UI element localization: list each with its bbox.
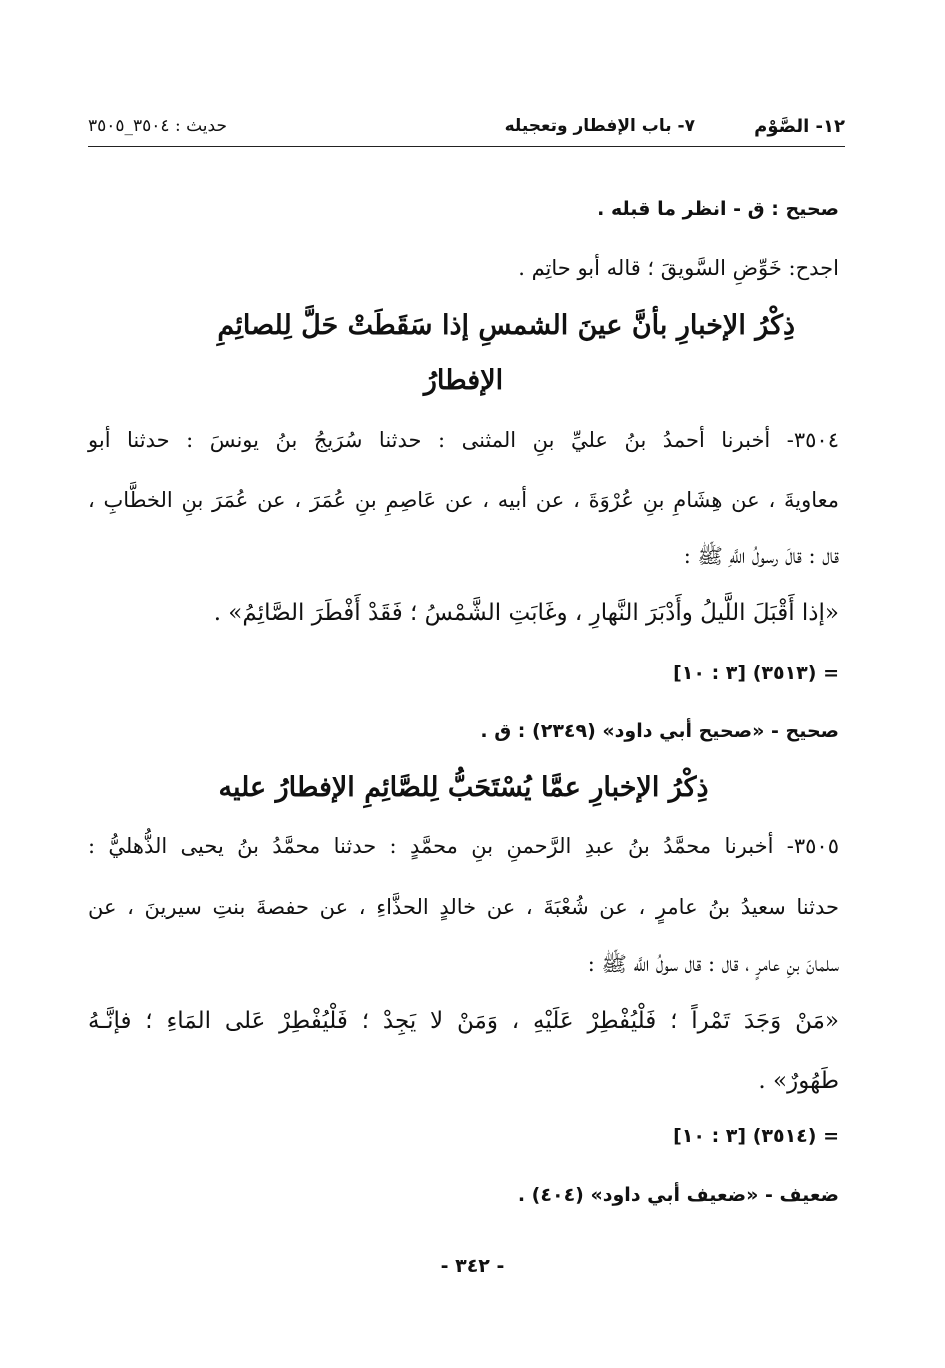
hadith-3504-grade: صحيح - «صحيح أبي داود» (٢٣٤٩) : ق . — [480, 720, 839, 742]
hadith-3505-matn-line-1: «مَنْ وَجَدَ تَمْراً ؛ فَلْيُفْطِرْ عَلَيْهِ ، وَمَنْ لا يَجِدْ ؛ فَلْيُفْطِرْ عَلى المَاءِ ؛ فإنَّـهُ — [88, 1008, 839, 1034]
hadith-3504-isnad-line-3: قال : قالَ رسولُ اللَّهِ ﷺ : — [683, 544, 839, 568]
grade-previous: صحيح : ق - انظر ما قبله . — [597, 198, 839, 220]
chapter-heading-2: ذِكْرُ الإخبارِ عمَّا يُسْتَحَبُّ لِلصَّائِمِ الإفطارُ عليه — [218, 772, 709, 803]
hadith-3504-reference: = (٣٥١٣) [٣ : ١٠] — [673, 662, 839, 684]
hadith-3505-isnad-line-2: حدثنا سعيدُ بنُ عامرٍ ، عن شُعْبَةَ ، عن خالدٍ الحذَّاءِ ، عن حفصةَ بنتِ سيرينَ ، عن — [88, 895, 839, 919]
running-header — [88, 114, 845, 147]
hadith-3504-isnad-line-2: معاويةَ ، عن هِشَامِ بنِ عُرْوَةَ ، عن أبيه ، عن عَاصِمِ بنِ عُمَرَ ، عن عُمَرَ بنِ الخطَّابِ ، — [88, 488, 839, 512]
chapter-heading-1-line-2: الإفطارُ — [423, 365, 504, 396]
section-title: ٧- باب الإفطار وتعجيله — [504, 116, 695, 136]
hadith-range: حديث : ٣٥٠٤_٣٥٠٥ — [88, 116, 227, 136]
hadith-3505-isnad-line-3: سلمانَ بنِ عامرٍ ، قال : قال سولُ اللَّه ﷺ : — [587, 952, 839, 976]
chapter-title: ١٢- الصَّوْم — [754, 116, 845, 137]
hadith-3505-grade: ضعيف - «ضعيف أبي داود» (٤٠٤) . — [517, 1184, 839, 1206]
hadith-3504-isnad-line-1: ٣٥٠٤- أخبرنا أحمدُ بنُ عليِّ بنِ المثنى : حدثنا سُرَيجُ بنُ يونسَ : حدثنا أبو — [88, 428, 839, 452]
hadith-3505-reference: = (٣٥١٤) [٣ : ١٠] — [673, 1125, 839, 1147]
hadith-3505-isnad-line-1: ٣٥٠٥- أخبرنا محمَّدُ بنُ عبدِ الرَّحمنِ بنِ محمَّدٍ : حدثنا محمَّدُ بنُ يحيى الذُّهليُّ : — [88, 834, 839, 858]
page-number: - ٣٤٢ - — [440, 1255, 505, 1277]
hadith-3505-matn-line-2: طَهُورٌ» . — [758, 1068, 839, 1094]
hadith-3504-matn: «إذا أَقْبَلَ اللَّيلُ وأَدْبَرَ النَّهارِ ، وغَابَتِ الشَّمْسُ ؛ فَقَدْ أَفْطَرَ الصَّائِمُ» . — [213, 600, 839, 626]
ajdah-gloss: اجدح: خَوِّضِ السَّويقَ ؛ قاله أبو حاتِم . — [518, 256, 839, 280]
chapter-heading-1-line-1: ذِكْرُ الإخبارِ بأنَّ عينَ الشمسِ إذا سَقَطَتْ حَلَّ لِلصائِمِ — [217, 310, 795, 341]
